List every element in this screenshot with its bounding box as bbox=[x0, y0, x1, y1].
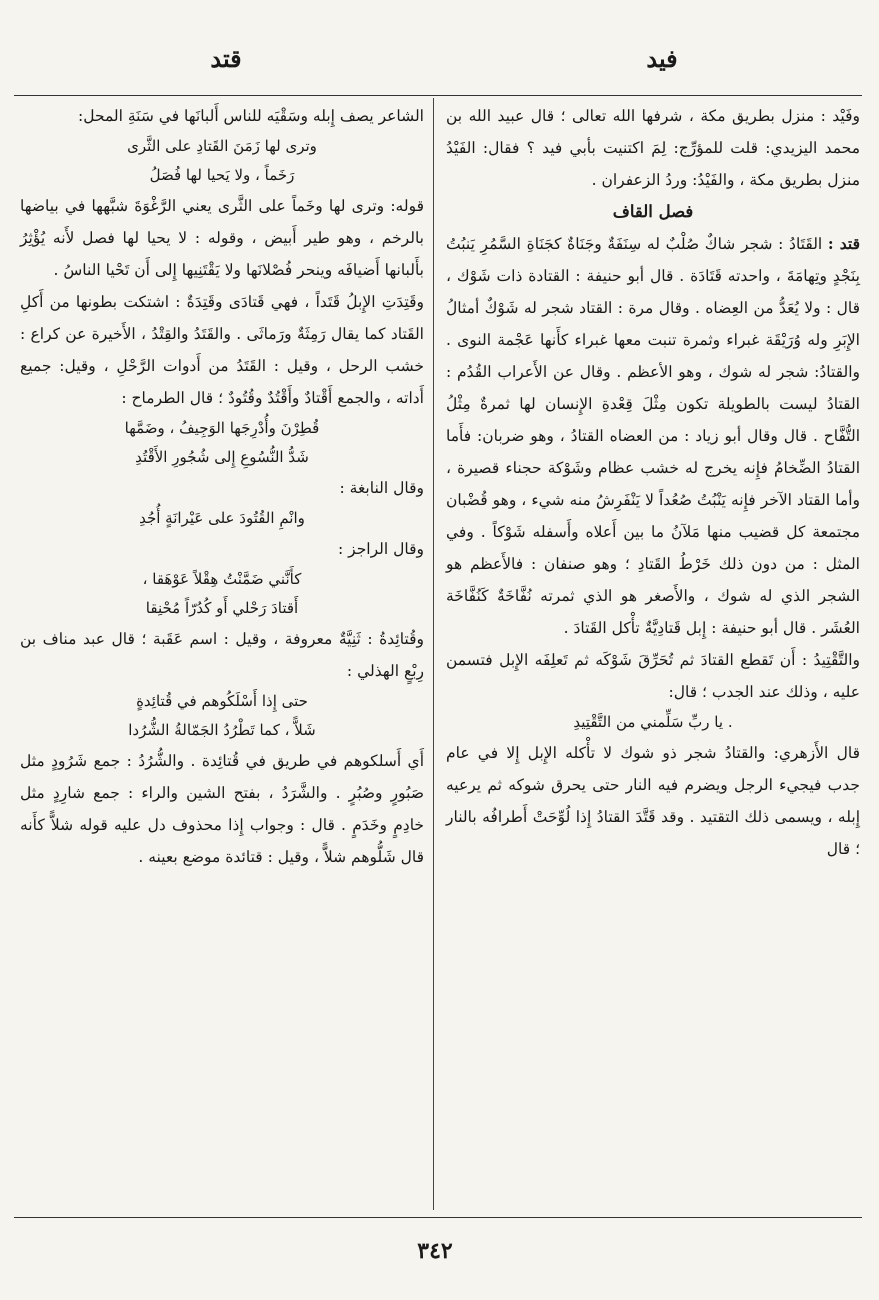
shurud-paragraph: أَي أَسلكوهم في طريق في قُتائِدة . والشُّرُدُ : جمع شَرُودٍ مثل صَبُورٍ وصُبُرٍ . والشَّرَدُ ، بفتح الشين والراء : جمع شارِدٍ مثل خادِمٍ وخَدَمٍ . قال : وجواب إِذا محذوف دل عليه قوله شلاًّ كأَنه قال شَلُّوهم شلاًّ ، وقيل : قتائدة موضع بعينه . bbox=[20, 752, 424, 866]
verse-line: كأَنَّني ضَمَّنْتُ هِقْلاً عَوْهَقا ، bbox=[142, 570, 302, 588]
entry-fayd-paragraph: وفَيْد : منزل بطريق مكة ، شرفها الله تعالى ؛ قال عبيد الله بن محمد اليزيدي: قلت للمؤرِّج: لِمَ اكتنيت بأبي فيد ؟ فقال: الفَيْدُ منزل بطريق مكة ، والفَيْدُ: وردُ الزعفران . bbox=[446, 107, 860, 189]
column-divider bbox=[433, 98, 434, 1210]
verse-line: قُطِرْنَ وأُدْرِجَها الوَجِيفُ ، وضَمَّها bbox=[124, 419, 320, 437]
taqtid-paragraph: والتَّقْتِيدُ : أَن تَقطع القتادَ ثم تُحَرِّقَ شَوْكَه ثم تَعلِفَه الإِبل فتسمن عليه ، وذلك عند الجدب ؛ قال: bbox=[446, 651, 860, 701]
footer-rule bbox=[14, 1217, 862, 1218]
commentary-paragraph: قوله: وترى لها وخَماً على الثَّرى يعني الرَّغْوَةَ شبَّهها في بياضها بالرخم ، وهو طير أَبيض ، وقوله : لا يحيا لها فصل لأَنه يُؤْثِرُ بأَلبانها أَضيافَه وينحر فُصْلانَها ولا يَقْتَنِيها إِلى أَن تَحْيا الناسُ . bbox=[20, 197, 424, 279]
entry-qtd-text: القَتَادُ : شجر شاكٌ صُلْبٌ له سِنَفَةٌ وجَنَاةٌ كجَنَاةِ السَّمُرِ يَنبُتُ بِنَجْدٍ وتِهامَةَ ، واحدته قَتَادَة . قال أبو حنيفة : القتادة ذات شَوْك ، قال : ولا يُعَدُّ من العِضاه . وقال مرة : القتاد شجر له شَوْكٌ أمثالُ الإِبَرِ وله وُرَيْقَة غبراء وثمرة تنبت معها غبراء كأَنها عَجْمة النوى . والقتادُ: شجر له شوك ، وهو الأعظم . وقال عن الأَعراب القُدُم : القتادُ ليست بالطويلة تكون مِثْلَ قِعْدةِ الإِنسان لها ثمرةٌ مِثْلُ التُّفَّاح . قال وقال أبو زياد : من العضاه القتادُ ، وهو ضربان: فأَما القتادُ الضِّخامُ فإِنه يخرج له خشب عظام وشَوْكة حجناء قصيرة ، وأما القتاد الآخر فإِنه يَنْبُتُ صُعُداً لا يَنْفَرِشُ منه شيء ، وهو قُضْبان مجتمعة كل قضيب منها مَلآنُ ما بين أَعلاه وأَسفله شَوْكاً . وفي المثل : من دون ذلك خَرْطُ القَتادِ ؛ وهو صنفان : فالأَعظم هو الشجر الذي له شوك ، والأَصغر هو الذي ثمرته نُفَّاخَةٌ كَنُفَّاخَة العُشَر . قال أبو حنيفة : إِبل قَتادِيَّةٌ تأْكل القَتادَ . bbox=[446, 235, 860, 637]
qutaida-paragraph: وقُتائِدةُ : ثَنِيَّةٌ معروفة ، وقيل : اسم عَقَبة ؛ قال عبد مناف بن رِبْعٍ الهذلي : bbox=[20, 630, 424, 680]
page-number: ٣٤٢ bbox=[417, 1238, 453, 1264]
right-column bbox=[446, 100, 860, 865]
entry-lemma: قتد : bbox=[827, 234, 860, 253]
verse-line: وانْمِ القُتُودَ على عَيْرانَةٍ أُجُدِ bbox=[139, 509, 305, 527]
verse-line: شَلاًّ ، كما تَطْرُدُ الجَمّالةُ الشُّرُدا bbox=[128, 721, 316, 739]
azhari-paragraph: قال الأَزهري: والقتادُ شجر ذو شوك لا تأْكله الإِبل إِلا في عام جدب فيجيء الرجل ويضرم فيه النار حتى يحرق شوكه ثم يرعيه إِبله ، ويسمى ذلك التقتيد . وقد قَتَّدَ القتادُ إِذا لُوِّحَتْ أَطرافُه بالنار ؛ قال bbox=[446, 744, 860, 858]
attribution-line: وقال الراجز : bbox=[338, 540, 424, 558]
section-heading: فصل القاف bbox=[612, 202, 694, 221]
header-rule bbox=[14, 95, 862, 96]
verse-line: وترى لها زَمَنَ القَتادِ على الثَّرى bbox=[127, 137, 317, 155]
qatidat-paragraph: وقَتِدَتِ الإِبلُ قَتَداً ، فهي قَتادَى وقَتِدَةٌ : اشتكت بطونها من أَكلِ القَتاد كما يقال رَمِثَةٌ ورَماثَى . والقَتَدُ والقِتْدُ ، الأَخيرة عن كراع : خشب الرحل ، وقيل : القَتَدُ من أَدوات الرَّحْلِ ، وقيل: جميع أَداته ، والجمع أَقْتادٌ وأَقْتُدٌ وقُتُودٌ ؛ قال الطرماح : bbox=[20, 293, 424, 407]
verse-line: رَخَماً ، ولا يَحيا لها فُصَلُ bbox=[149, 166, 295, 184]
entry-qtd-paragraph bbox=[446, 228, 860, 644]
header-entry-word-right: فيد bbox=[646, 44, 678, 73]
verse-line: . يا ربِّ سَلِّمني من التَّقْتِيدِ bbox=[573, 713, 733, 731]
poet-intro-paragraph: الشاعر يصف إِبله وسَقْيَه للناس أَلبانَها في سَنَةِ المحل: bbox=[77, 107, 424, 125]
header-entry-word-left: قتد bbox=[210, 44, 242, 73]
verse-line: حتى إِذا أَسْلَكُوهم في قُتائِدةٍ bbox=[136, 692, 308, 710]
verse-line: شَدُّ النُّسُوعِ إِلى شُجُورِ الأَقْتُدِ bbox=[135, 448, 309, 466]
attribution-line: وقال النابغة : bbox=[339, 479, 424, 497]
left-column bbox=[20, 100, 424, 873]
verse-line: أَقتادَ رَحْلي أَو كُدُرّاً مُحْنِقا bbox=[145, 599, 299, 617]
